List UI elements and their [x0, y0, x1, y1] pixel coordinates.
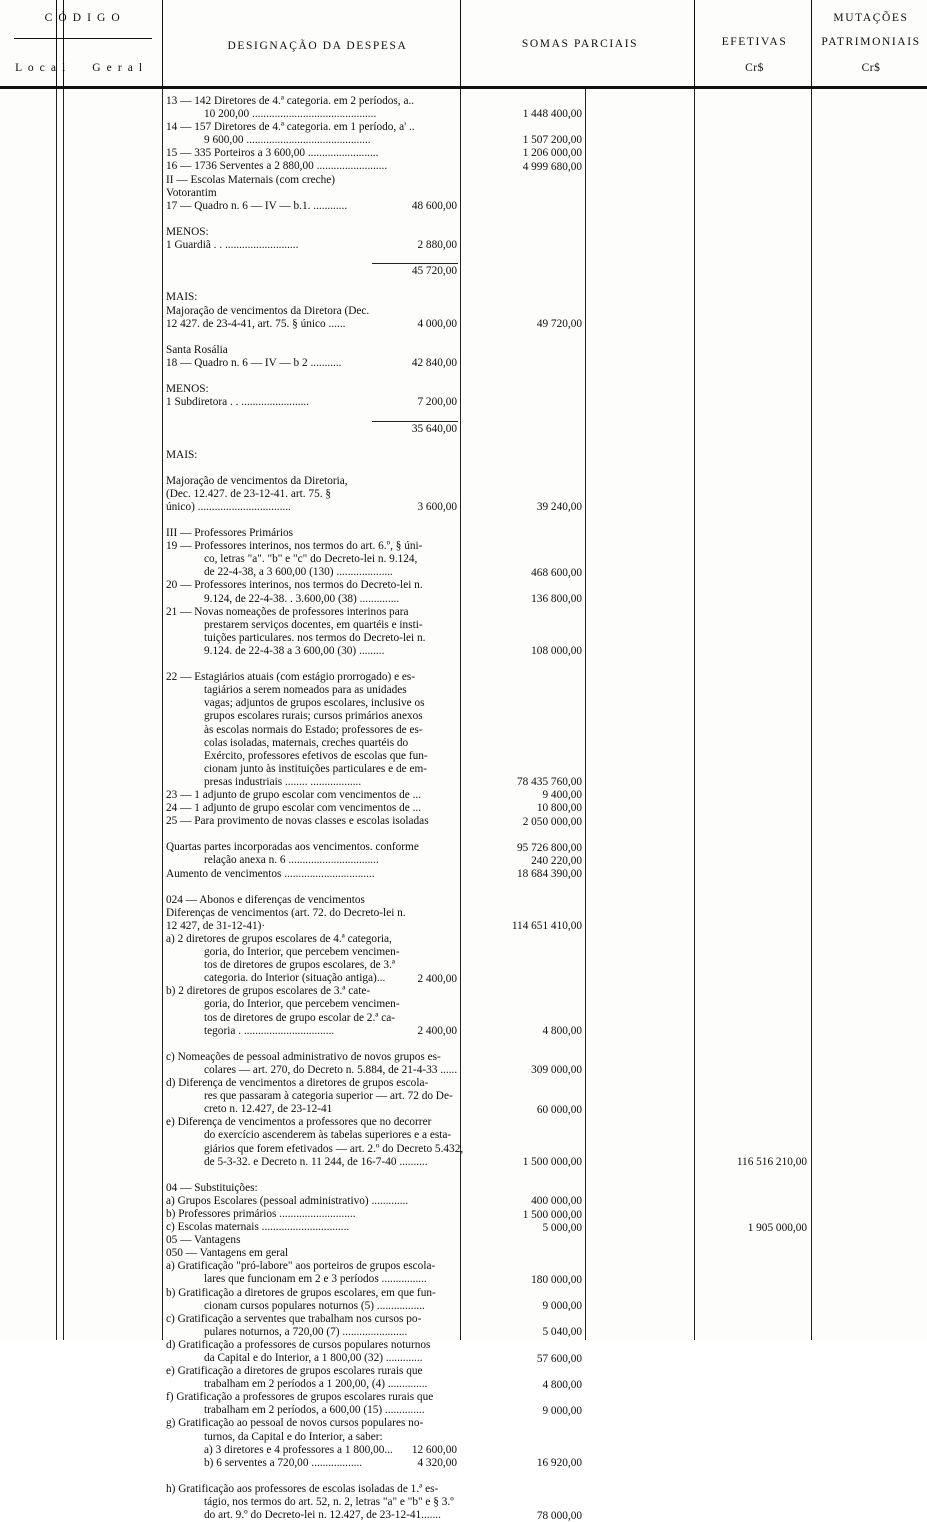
designacao-line: Aumento de vencimentos ................................	[166, 867, 375, 880]
efetivas-amount: 116 516 210,00	[736, 1156, 807, 1169]
designacao-line: prestarem serviços docentes, em quartéis e insti-	[204, 618, 423, 631]
somas-parciais-amount: 1 507 200,00	[522, 134, 582, 147]
efetivas-amount: 1 905 000,00	[747, 1221, 807, 1234]
designacao-line: 24 — 1 adjunto de grupo escolar com vencimentos de ...	[166, 802, 422, 815]
designacao-line: b) 2 diretores de grupos escolares de 3.ª cate-	[166, 985, 371, 998]
designacao-line: 22 — Estagiários atuais (com estágio prorrogado) e es-	[166, 671, 416, 684]
designacao-line: 19 — Professores interinos, nos termos do art. 6.º, § úni-	[166, 540, 423, 553]
designacao-column	[166, 95, 464, 1522]
inner-amount: 45 720,00	[411, 265, 457, 278]
somas-parciais-amount: 5 000,00	[542, 1221, 582, 1234]
somas-parciais-amount: 10 800,00	[536, 802, 582, 815]
somas-parciais-amount: 1 500 000,00	[522, 1156, 582, 1169]
somas-parciais-amount: 4 800,00	[542, 1378, 582, 1391]
designacao-line: d) Gratificação a professores de cursos populares noturnos	[166, 1338, 431, 1351]
designacao-line: 1 Subdiretora . . ........................	[166, 396, 310, 409]
inner-amount: 35 640,00	[411, 422, 457, 435]
designacao-line: 12 427, de 31-12-41)·	[166, 919, 266, 932]
designacao-line: e) Gratificação a diretores de grupos escolares rurais que	[166, 1365, 423, 1378]
somas-parciais-amount: 468 600,00	[531, 566, 582, 579]
designacao-line: 04 — Substituições:	[166, 1181, 258, 1194]
designacao-line: Diferenças de vencimentos (art. 72. do Decreto-lei n.	[166, 906, 406, 919]
somas-parciais-amount: 114 651 410,00	[511, 920, 582, 933]
designacao-line: único) .................................	[166, 500, 291, 513]
inner-amount: 7 200,00	[417, 396, 457, 409]
designacao-line: giários que forem efetivados — art. 2.º do Decreto 5.432,	[204, 1142, 464, 1155]
inner-amount: 2 880,00	[417, 239, 457, 252]
designacao-line: de 5-3-32. e Decreto n. 11 244, de 16-7-40 ..........	[204, 1155, 428, 1168]
somas-parciais-amount: 78 000,00	[536, 1509, 582, 1522]
inner-amount: 12 600,00	[411, 1444, 457, 1457]
table-header	[0, 0, 927, 89]
designacao-line	[166, 658, 458, 671]
inner-amount: 2 400,00	[417, 972, 457, 985]
designacao-line: colas isoladas, maternais, creches quartéis do	[204, 736, 409, 749]
designacao-line: b) Gratificação a diretores de grupos escolares, em que fun-	[166, 1286, 436, 1299]
designacao-line: goria, do Interior, que percebem vencimen-	[204, 998, 400, 1011]
header-efetivas: EFETIVAS	[721, 36, 788, 48]
designacao-line: relação anexa n. 6 ................................	[204, 854, 379, 867]
column-rule-designacao	[162, 89, 163, 1340]
designacao-line: III — Professores Primários	[166, 527, 294, 540]
designacao-line: b) Professores primários ...........................	[166, 1207, 356, 1220]
designacao-line: tos de diretores de grupo escolar de 2.ª ca-	[204, 1011, 396, 1024]
somas-parciais-amount: 5 040,00	[542, 1326, 582, 1339]
somas-parciais-amount: 16 920,00	[536, 1457, 582, 1470]
designacao-line: cionam junto às instituições particulares e de em-	[204, 762, 428, 775]
header-mutacoes-unit: Cr$	[861, 62, 881, 74]
designacao-line: Majoração de vencimentos da Diretoria,	[166, 474, 348, 487]
designacao-line: 25 — Para provimento de novas classes e escolas isoladas	[166, 815, 429, 828]
designacao-line: 13 — 142 Diretores de 4.ª categoria. em 2 períodos, a..	[166, 95, 415, 107]
somas-parciais-amount: 4 800,00	[542, 1025, 582, 1038]
designacao-line: do exercício ascenderem às tabelas superiores e a esta-	[204, 1129, 452, 1142]
designacao-line: 21 — Novas nomeações de professores interinos para	[166, 605, 409, 618]
subtotal-rule	[372, 263, 458, 264]
designacao-line: presas industriais ........ ..................	[204, 775, 362, 788]
header-somas-parciais: SOMAS PARCIAIS	[521, 38, 639, 50]
somas-parciais-amount: 18 684 390,00	[517, 867, 582, 880]
designacao-line: pulares noturnos, a 720,00 (7) .......................	[204, 1325, 408, 1338]
designacao-line: MENOS:	[166, 225, 209, 238]
inner-amount: 2 400,00	[417, 1025, 457, 1038]
designacao-line: res que passaram à categoria superior — art. 72 do De-	[204, 1090, 453, 1103]
header-geral: G e r a l	[92, 62, 144, 74]
designacao-line: 17 — Quadro n. 6 — IV — b.1. ............	[166, 199, 348, 212]
column-rule-local-right	[63, 89, 64, 1340]
designacao-line	[166, 881, 458, 894]
header-designacao: DESIGNAÇÃO DA DESPESA	[227, 40, 408, 52]
designacao-line: II — Escolas Maternais (com creche)	[166, 173, 336, 186]
inner-amount: 4 320,00	[417, 1457, 457, 1470]
column-rule-somas	[585, 89, 586, 1340]
designacao-line: b) 6 serventes a 720,00 ..................	[204, 1456, 363, 1469]
designacao-line: grupos escolares rurais; cursos primários anexos	[204, 710, 423, 723]
designacao-line	[166, 1038, 458, 1051]
designacao-line: trabalham em 2 períodos, a 600,00 (15) ..............	[204, 1404, 425, 1417]
designacao-line: turnos, da Capital e do Interior, a saber:	[204, 1430, 383, 1443]
designacao-line: colares — art. 270, do Decreto n. 5.884, de 21-4-33 ......	[204, 1063, 458, 1076]
somas-parciais-amount: 60 000,00	[536, 1103, 582, 1116]
header-rule-3	[162, 0, 163, 86]
somas-parciais-amount: 95 726 800,00	[517, 841, 582, 854]
designacao-line: h) Gratificação aos professores de escolas isoladas de 1.ª es-	[166, 1482, 439, 1495]
designacao-line: 15 — 335 Porteiros a 3 600,00 .........................	[166, 147, 379, 160]
designacao-line: 20 — Professores interinos, nos termos do Decreto-lei n.	[166, 579, 423, 592]
inner-amount: 48 600,00	[411, 199, 457, 212]
designacao-line: g) Gratificação ao pessoal de novos cursos populares no-	[166, 1417, 424, 1430]
designacao-line: MENOS:	[166, 383, 209, 396]
somas-parciais-amount: 309 000,00	[531, 1064, 582, 1077]
somas-parciais-amount: 136 800,00	[531, 592, 582, 605]
somas-parciais-amount: 108 000,00	[531, 645, 582, 658]
designacao-line: categoria. do Interior (situação antiga)...	[204, 972, 386, 985]
designacao-line: tagiários a serem nomeados para as unidades	[204, 684, 407, 697]
designacao-line: tágio, nos termos do art. 52, n. 2, letras "a" e "b" e § 3.º	[204, 1496, 454, 1509]
designacao-line: 9 600,00 ............................................	[204, 134, 371, 147]
designacao-line	[166, 1470, 458, 1483]
somas-parciais-amount: 78 435 760,00	[517, 776, 582, 789]
designacao-line	[166, 278, 458, 291]
somas-parciais-amount: 9 000,00	[542, 1300, 582, 1313]
designacao-line: 23 — 1 adjunto de grupo escolar com vencimentos de ...	[166, 788, 422, 801]
designacao-line: Santa Rosália	[166, 343, 228, 356]
header-patrimoniais: PATRIMONIAIS	[821, 36, 921, 48]
designacao-line: 05 — Vantagens	[166, 1234, 241, 1247]
header-local: L o c a l	[15, 62, 67, 74]
designacao-line: MAIS:	[166, 291, 198, 304]
designacao-line: 050 — Vantagens em geral	[166, 1247, 289, 1260]
somas-parciais-amount: 1 448 400,00	[522, 108, 582, 121]
designacao-line: goria, do Interior, que percebem vencimen-	[204, 946, 400, 959]
header-codigo: C Ó D I G O	[44, 12, 122, 24]
designacao-line: tos de diretores de grupos escolares, de 3.ª	[204, 959, 396, 972]
designacao-line: lares que funcionam em 2 e 3 períodos ................	[204, 1273, 427, 1286]
column-rule-local-left	[56, 89, 57, 1340]
designacao-line	[166, 213, 458, 226]
designacao-line: a) 2 diretores de grupos escolares de 4.ª categoria,	[166, 933, 392, 945]
designacao-line: (Dec. 12.427. de 23-12-41. art. 75. §	[166, 487, 332, 500]
inner-amount: 3 600,00	[417, 501, 457, 514]
designacao-line: a) Grupos Escolares (pessoal administrativo) .............	[166, 1194, 409, 1207]
somas-parciais-amount: 1 500 000,00	[522, 1208, 582, 1221]
designacao-line	[166, 370, 458, 383]
designacao-line: 1 Guardiã . . ..........................	[166, 239, 299, 252]
somas-parciais-amount: 49 720,00	[536, 317, 582, 330]
designacao-line: Quartas partes incorporadas aos vencimentos. conforme	[166, 841, 419, 854]
designacao-line	[166, 435, 458, 448]
header-codigo-divider	[14, 38, 152, 39]
designacao-line: às escolas normais do Estado; professores de es-	[204, 723, 423, 736]
designacao-line: creto n. 12.427, de 23-12-41	[204, 1103, 333, 1116]
somas-parciais-amount: 400 000,00	[531, 1195, 582, 1208]
header-rule-5	[694, 0, 695, 86]
designacao-line: 9.124. de 22-4-38 a 3 600,00 (30) .........	[204, 644, 385, 657]
designacao-line	[166, 828, 458, 841]
somas-parciais-amount: 180 000,00	[531, 1274, 582, 1286]
designacao-line: cionam cursos populares noturnos (5) .................	[204, 1299, 425, 1312]
somas-parciais-amount: 2 050 000,00	[522, 815, 582, 828]
designacao-line: da Capital e do Interior, a 1 800,00 (32) .............	[204, 1352, 423, 1364]
subtotal-rule	[372, 421, 458, 422]
designacao-line: 18 — Quadro n. 6 — IV — b 2 ...........	[166, 356, 342, 369]
somas-parciais-amount: 1 206 000,00	[522, 147, 582, 160]
somas-parciais-amount: 39 240,00	[536, 501, 582, 514]
designacao-line: 9.124, de 22-4-38. . 3.600,00 (38) ..............	[204, 592, 400, 605]
somas-parciais-amount: 4 999 680,00	[522, 160, 582, 173]
designacao-line: 16 — 1736 Serventes a 2 880,00 .........................	[166, 160, 388, 173]
designacao-line: tuições particulares. nos termos do Decreto-lei n.	[204, 631, 426, 644]
designacao-line: de 22-4-38, a 3 600,00 (130) ....................	[204, 566, 393, 579]
designacao-line: c) Gratificação a serventes que trabalham nos cursos po-	[166, 1312, 422, 1325]
column-rule-mutacoes	[811, 89, 812, 1340]
designacao-line	[166, 462, 458, 475]
inner-amount: 42 840,00	[411, 357, 457, 369]
designacao-line	[166, 514, 458, 527]
designacao-line: 12 427. de 23-4-41, art. 75. § único ......	[166, 317, 346, 330]
designacao-line: trabalham em 2 períodos a 1 200,00, (4) ..............	[204, 1378, 428, 1391]
somas-parciais-amount: 57 600,00	[536, 1352, 582, 1365]
designacao-line: c) Nomeações de pessoal administrativo de novos grupos es-	[166, 1050, 441, 1063]
somas-parciais-amount: 240 220,00	[531, 854, 582, 867]
designacao-line	[166, 331, 458, 344]
designacao-line: tegoria . ................................	[204, 1024, 335, 1037]
inner-amount: 4 000,00	[417, 317, 457, 330]
designacao-line	[166, 1169, 458, 1182]
header-efetivas-unit: Cr$	[745, 62, 764, 74]
table-body	[0, 89, 927, 1522]
designacao-line: f) Gratificação a professores de grupos escolares rurais que	[166, 1391, 434, 1404]
designacao-line: vagas; adjuntos de grupos escolares, inclusive os	[204, 697, 425, 710]
designacao-line: d) Diferença de vencimentos a diretores de grupos escola-	[166, 1077, 429, 1090]
designacao-line: 024 — Abonos e diferenças de vencimentos	[166, 893, 365, 906]
designacao-line: 14 — 157 Diretores de 4.ª categoria. em 1 período, a' ..	[166, 121, 415, 134]
somas-parciais-amount: 9 000,00	[542, 1405, 582, 1417]
designacao-line: MAIS:	[166, 448, 198, 461]
designacao-line: c) Escolas maternais ...............................	[166, 1221, 350, 1234]
header-mutacoes: MUTAÇÕES	[833, 12, 909, 24]
designacao-line: do art. 9.º do Decreto-lei n. 12.427, de 23-12-41.......	[204, 1509, 441, 1522]
designacao-line: a) 3 diretores e 4 professores a 1 800,00...	[204, 1443, 393, 1456]
designacao-line: Exército, professores efetivos de escolas que fun-	[204, 749, 428, 762]
designacao-line: Votorantim	[166, 186, 217, 199]
designacao-line: e) Diferença de vencimentos a professores que no decorrer	[166, 1116, 432, 1129]
designacao-line: 10 200,00 ............................................	[204, 108, 377, 121]
somas-parciais-amount: 9 400,00	[542, 789, 582, 802]
designacao-line: Majoração de vencimentos da Diretora (Dec.	[166, 304, 370, 317]
designacao-line: co, letras "a". "b" e "c" do Decreto-lei n. 9.124,	[204, 553, 418, 566]
column-rule-efetivas	[694, 89, 695, 1340]
designacao-line: a) Gratificação "pró-labore" aos porteiros de grupos escola-	[166, 1260, 436, 1273]
